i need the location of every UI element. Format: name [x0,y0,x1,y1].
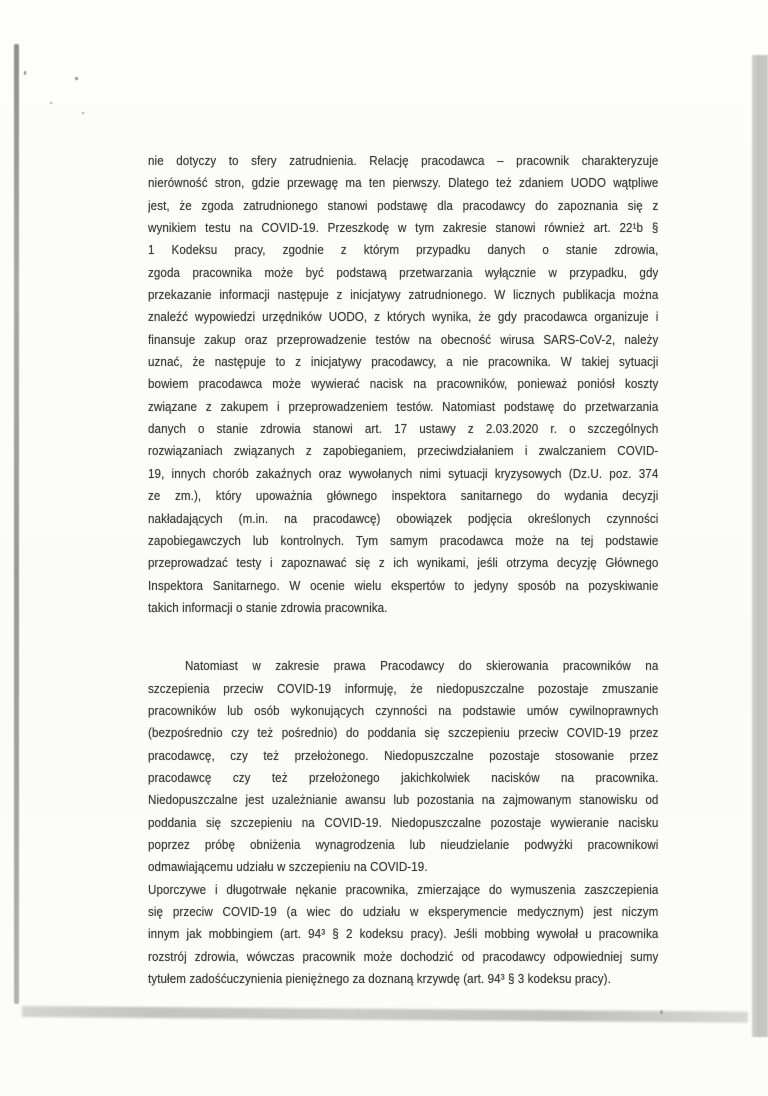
text-line: innym jak mobbingiem (art. 94³ § 2 kodeksu pracy). Jeśli mobbing wywołał u pracownika [148,926,659,942]
text-line: związane z zakupem i przeprowadzeniem testów. Natomiast podstawę do przetwarzania [148,398,659,414]
text-line: znaleźć wypowiedzi urzędników UODO, z których wynika, że gdy pracodawca organizuje i [148,309,659,325]
text-line: 1 Kodeksu pracy, zgodnie z którym przypadku danych o stanie zdrowia, [148,242,659,258]
text-line: (bezpośrednio czy też pośrednio) do poddania się szczepieniu przeciw COVID-19 przez [148,725,659,741]
text-line: Natomiast w zakresie prawa Pracodawcy do skierowania pracowników na [184,658,659,674]
text-line: wynikiem testu na COVID-19. Przeszkodę w tym zakresie stanowi również art. 22¹b § [148,220,659,236]
text-line: odmawiającemu udziału w szczepieniu na COVID-19. [148,859,428,875]
text-line: pracodawcę czy też przełożonego jakichkolwiek nacisków na pracownika. [148,769,659,785]
text-line: tytułem zadośćuczynienia pieniężnego za doznaną krzywdę (art. 94³ § 3 kodeksu pracy). [148,971,611,987]
scan-speck [75,77,78,80]
text-line: pracowników lub osób wykonujących czynności na podstawie umów cywilnoprawnych [148,702,659,718]
scan-speck [50,102,52,104]
text-line: zapobiegawczych lub kontrolnych. Tym samym pracodawca może na tej podstawie [148,532,659,548]
text-line: przeprowadzać testy i zapoznawać się z ich wynikami, jeśli otrzyma decyzję Głównego [148,555,659,571]
text-line: bowiem pracodawca może wywierać nacisk na pracowników, ponieważ poniósł koszty [148,376,659,392]
text-line: nakładających (m.in. na pracodawcę) obowiązek podjęcia określonych czynności [148,510,659,526]
text-line: poddania się szczepieniu na COVID-19. Niedopuszczalne pozostaje wywieranie nacisku [148,814,659,830]
text-line: się przeciw COVID-19 (a wiec do udziału w eksperymencie medycznym) jest niczym [148,904,659,919]
scan-edge-left-line [14,44,19,1004]
text-line: szczepienia przeciw COVID-19 informuję, że niedopuszczalne pozostaje zmuszanie [148,680,659,696]
text-line: danych o stanie zdrowia stanowi art. 17 ustawy z 2.03.2020 r. o szczególnych [148,421,659,437]
text-line: takich informacji o stanie zdrowia pracownika. [148,599,388,615]
text-line: finansuje zakup oraz przeprowadzenie testów na obecność wirusa SARS-CoV-2, należy [148,331,659,347]
text-line: ze zm.), który upoważnia głównego inspektora sanitarnego do wydania decyzji [148,488,659,504]
text-line: nie dotyczy to sfery zatrudnienia. Relację pracodawca – pracownik charakteryzuje [148,153,659,168]
scan-speck [24,71,26,75]
text-line: Niedopuszczalne jest uzależnianie awansu lub pozostania na zajmowanym stanowisku od [148,792,659,808]
paragraph [148,879,658,991]
scan-edge-bottom-band [22,1006,748,1023]
text-line: zgoda pracownika może być podstawą przetwarzania wyłącznie w przypadku, gdy [148,264,659,280]
text-line: Uporczywe i długotrwałe nękanie pracownika, zmierzające do wymuszenia zaszczepienia [148,881,659,897]
text-line: nierówność stron, gdzie przewagę ma ten pierwszy. Dlatego też zdaniem UODO wątpliwe [148,175,659,191]
text-line: pracodawcę, czy też przełożonego. Niedopuszczalne pozostaje stosowanie przez [148,747,659,763]
text-line: rozstrój zdrowia, wówczas pracownik może dochodzić od pracodawcy odpowiedniej sumy [148,948,659,964]
text-line: jest, że zgoda zatrudnionego stanowi podstawę dla pracodawcy do zapoznania się z [148,197,659,213]
text-line: Inspektora Sanitarnego. W ocenie wielu ekspertów to jedyny sposób na pozyskiwanie [148,577,659,593]
scan-speck [82,112,84,114]
paragraph [148,655,658,878]
text-line: przekazanie informacji następuje z inicjatywy zatrudnionego. W licznych publikacja można [148,287,659,303]
text-block [148,150,658,990]
text-line: poprzez próbę obniżenia wynagrodzenia lub nieudzielanie podwyżki pracownikowi [148,836,659,852]
text-line: rozwiązaniach związanych z zapobieganiem, przeciwdziałaniem i zwalczaniem COVID- [148,443,659,459]
scan-speck [660,1010,663,1014]
text-line: uznać, że następuje to z inicjatywy pracodawcy, a nie pracownika. W takiej sytuacji [148,354,659,370]
text-line: 19, innych chorób zakaźnych oraz wywołanych nimi sytuacji kryzysowych (Dz.U. poz. 374 [148,465,659,481]
paragraph [148,150,658,619]
scan-edge-right-strip [752,55,768,1037]
